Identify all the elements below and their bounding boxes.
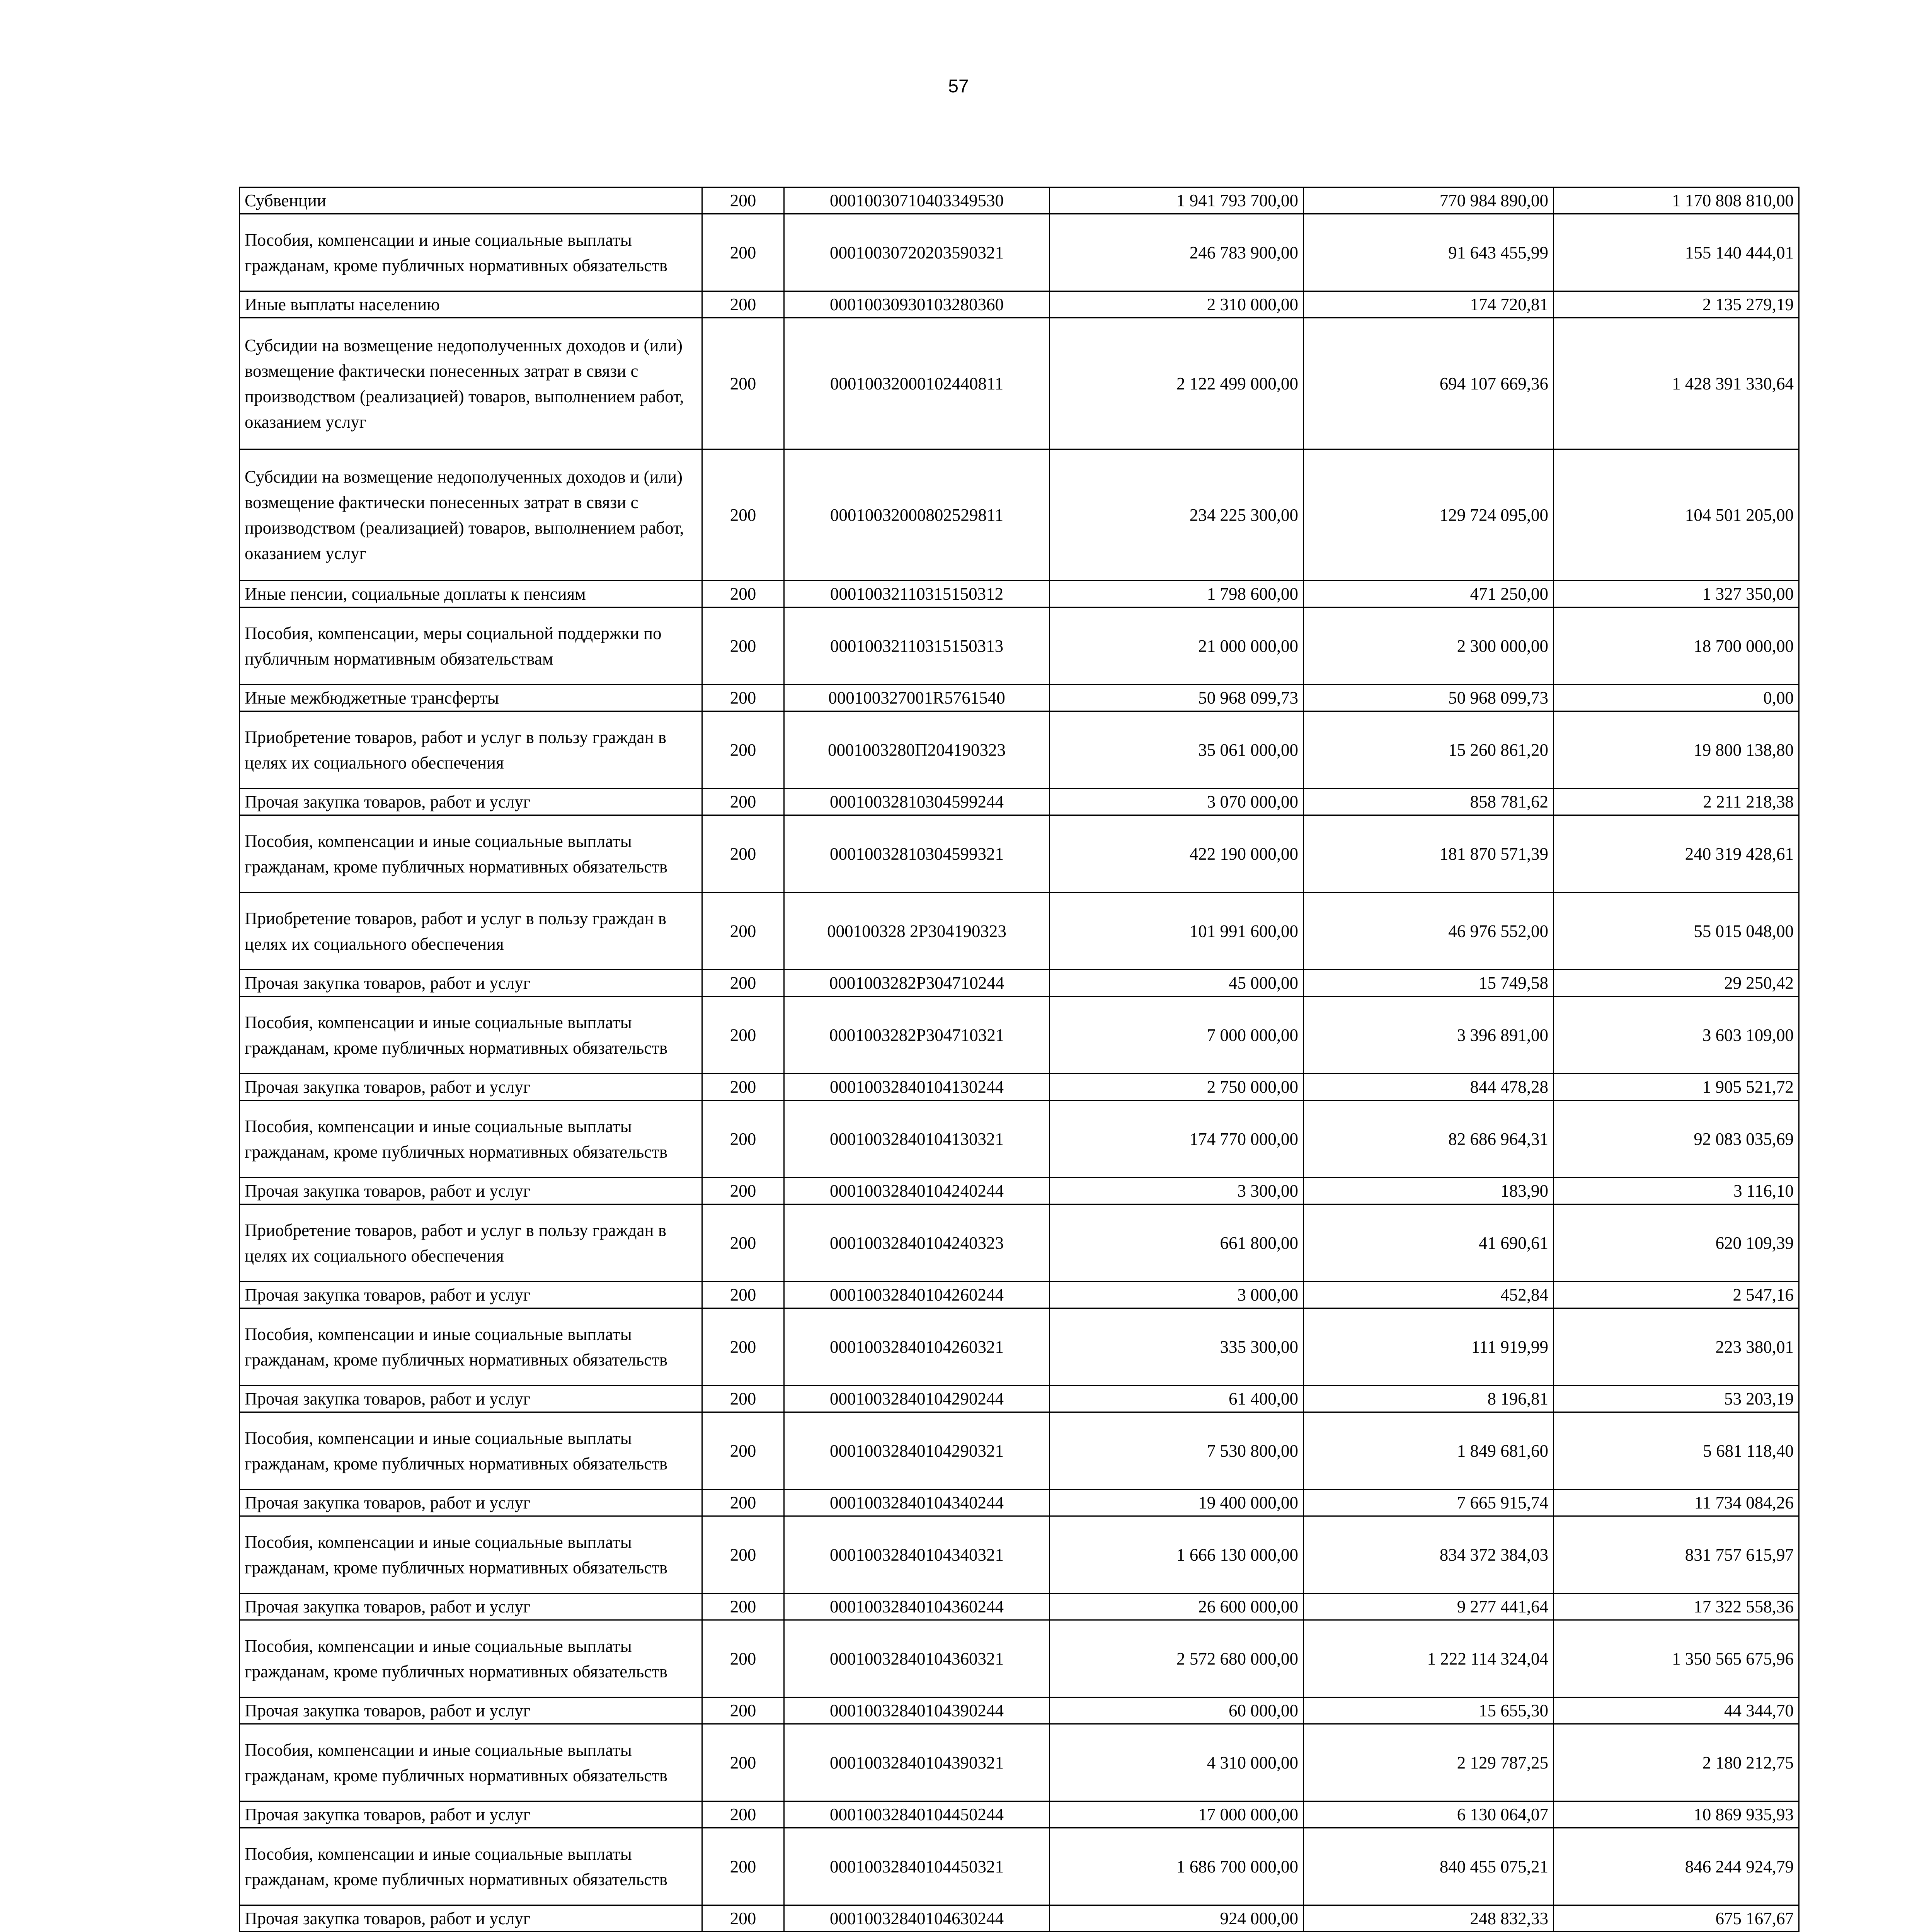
row-kbk-cell: 00010032840104630244 [784, 1905, 1050, 1932]
row-executed-cell: 3 396 891,00 [1304, 997, 1554, 1074]
row-executed-cell: 1 222 114 324,04 [1304, 1620, 1554, 1697]
row-name-cell: Иные выплаты населению [240, 291, 702, 318]
row-remaining-cell: 17 322 558,36 [1554, 1594, 1799, 1620]
row-code-cell: 200 [702, 1594, 784, 1620]
row-approved-cell: 26 600 000,00 [1050, 1594, 1304, 1620]
row-executed-cell: 1 849 681,60 [1304, 1412, 1554, 1490]
row-kbk-cell: 000100327001R5761540 [784, 685, 1050, 711]
row-approved-cell: 21 000 000,00 [1050, 607, 1304, 685]
row-code-cell: 200 [702, 1490, 784, 1516]
row-code-cell: 200 [702, 1905, 784, 1932]
table-row [240, 1724, 1799, 1801]
row-approved-cell: 7 530 800,00 [1050, 1412, 1304, 1490]
row-kbk-cell: 00010032000102440811 [784, 318, 1050, 449]
row-approved-cell: 174 770 000,00 [1050, 1100, 1304, 1178]
row-approved-cell: 1 686 700 000,00 [1050, 1828, 1304, 1905]
row-approved-cell: 2 310 000,00 [1050, 291, 1304, 318]
row-remaining-cell: 11 734 084,26 [1554, 1490, 1799, 1516]
table-row [240, 1828, 1799, 1905]
row-code-cell: 200 [702, 1412, 784, 1490]
row-name-cell: Прочая закупка товаров, работ и услуг [240, 970, 702, 997]
row-kbk-cell: 00010032000802529811 [784, 449, 1050, 581]
row-remaining-cell: 1 428 391 330,64 [1554, 318, 1799, 449]
row-name-cell: Прочая закупка товаров, работ и услуг [240, 1386, 702, 1412]
row-kbk-cell: 00010032840104290244 [784, 1386, 1050, 1412]
row-kbk-cell: 00010032840104260321 [784, 1308, 1050, 1386]
table-row [240, 997, 1799, 1074]
row-approved-cell: 4 310 000,00 [1050, 1724, 1304, 1801]
row-executed-cell: 770 984 890,00 [1304, 187, 1554, 214]
row-executed-cell: 174 720,81 [1304, 291, 1554, 318]
budget-execution-table [239, 187, 1800, 1932]
row-kbk-cell: 00010032110315150312 [784, 581, 1050, 607]
row-code-cell: 200 [702, 214, 784, 291]
row-remaining-cell: 675 167,67 [1554, 1905, 1799, 1932]
row-approved-cell: 101 991 600,00 [1050, 893, 1304, 970]
row-name-cell: Прочая закупка товаров, работ и услуг [240, 1490, 702, 1516]
row-name-cell: Пособия, компенсации и иные социальные выплаты гражданам, кроме публичных нормативных обязательств [240, 1620, 702, 1697]
row-code-cell: 200 [702, 1100, 784, 1178]
row-executed-cell: 46 976 552,00 [1304, 893, 1554, 970]
table-row [240, 1178, 1799, 1204]
row-remaining-cell: 2 135 279,19 [1554, 291, 1799, 318]
row-name-cell: Прочая закупка товаров, работ и услуг [240, 1074, 702, 1100]
table-row [240, 711, 1799, 789]
row-executed-cell: 50 968 099,73 [1304, 685, 1554, 711]
page-number: 57 [948, 76, 969, 97]
row-code-cell: 200 [702, 1516, 784, 1594]
row-name-cell: Субсидии на возмещение недополученных доходов и (или) возмещение фактически понесенных затрат в связи с производством (реализацией) товаров, выполнением работ, оказанием услуг [240, 318, 702, 449]
table-row [240, 789, 1799, 815]
row-kbk-cell: 00010032840104290321 [784, 1412, 1050, 1490]
row-remaining-cell: 620 109,39 [1554, 1204, 1799, 1282]
row-executed-cell: 181 870 571,39 [1304, 815, 1554, 893]
row-approved-cell: 60 000,00 [1050, 1697, 1304, 1724]
row-approved-cell: 1 798 600,00 [1050, 581, 1304, 607]
table-row [240, 1490, 1799, 1516]
row-kbk-cell: 00010032840104130244 [784, 1074, 1050, 1100]
row-executed-cell: 858 781,62 [1304, 789, 1554, 815]
row-kbk-cell: 0001003282P304710244 [784, 970, 1050, 997]
row-executed-cell: 840 455 075,21 [1304, 1828, 1554, 1905]
row-name-cell: Пособия, компенсации и иные социальные выплаты гражданам, кроме публичных нормативных обязательств [240, 1412, 702, 1490]
row-code-cell: 200 [702, 607, 784, 685]
table-row [240, 685, 1799, 711]
row-kbk-cell: 000100328 2P304190323 [784, 893, 1050, 970]
row-remaining-cell: 240 319 428,61 [1554, 815, 1799, 893]
row-name-cell: Прочая закупка товаров, работ и услуг [240, 1801, 702, 1828]
row-approved-cell: 422 190 000,00 [1050, 815, 1304, 893]
row-approved-cell: 335 300,00 [1050, 1308, 1304, 1386]
row-approved-cell: 3 000,00 [1050, 1282, 1304, 1308]
row-name-cell: Прочая закупка товаров, работ и услуг [240, 1282, 702, 1308]
row-code-cell: 200 [702, 1620, 784, 1697]
row-remaining-cell: 44 344,70 [1554, 1697, 1799, 1724]
row-name-cell: Иные межбюджетные трансферты [240, 685, 702, 711]
table-row [240, 1282, 1799, 1308]
row-code-cell: 200 [702, 815, 784, 893]
row-approved-cell: 19 400 000,00 [1050, 1490, 1304, 1516]
row-kbk-cell: 00010032840104450244 [784, 1801, 1050, 1828]
row-kbk-cell: 00010032840104130321 [784, 1100, 1050, 1178]
row-code-cell: 200 [702, 1282, 784, 1308]
table-row [240, 1308, 1799, 1386]
row-approved-cell: 45 000,00 [1050, 970, 1304, 997]
table-row [240, 1100, 1799, 1178]
row-remaining-cell: 1 905 521,72 [1554, 1074, 1799, 1100]
row-remaining-cell: 2 211 218,38 [1554, 789, 1799, 815]
row-name-cell: Пособия, компенсации и иные социальные выплаты гражданам, кроме публичных нормативных обязательств [240, 997, 702, 1074]
row-executed-cell: 471 250,00 [1304, 581, 1554, 607]
row-approved-cell: 3 070 000,00 [1050, 789, 1304, 815]
row-kbk-cell: 0001003280П204190323 [784, 711, 1050, 789]
row-name-cell: Прочая закупка товаров, работ и услуг [240, 1697, 702, 1724]
table-row [240, 214, 1799, 291]
row-approved-cell: 17 000 000,00 [1050, 1801, 1304, 1828]
row-executed-cell: 82 686 964,31 [1304, 1100, 1554, 1178]
row-approved-cell: 7 000 000,00 [1050, 997, 1304, 1074]
row-remaining-cell: 53 203,19 [1554, 1386, 1799, 1412]
table-row [240, 449, 1799, 581]
row-executed-cell: 694 107 669,36 [1304, 318, 1554, 449]
table-row [240, 893, 1799, 970]
row-approved-cell: 2 572 680 000,00 [1050, 1620, 1304, 1697]
row-kbk-cell: 0001003282P304710321 [784, 997, 1050, 1074]
row-name-cell: Иные пенсии, социальные доплаты к пенсиям [240, 581, 702, 607]
row-executed-cell: 248 832,33 [1304, 1905, 1554, 1932]
row-remaining-cell: 92 083 035,69 [1554, 1100, 1799, 1178]
row-executed-cell: 7 665 915,74 [1304, 1490, 1554, 1516]
row-name-cell: Пособия, компенсации и иные социальные выплаты гражданам, кроме публичных нормативных обязательств [240, 214, 702, 291]
row-remaining-cell: 19 800 138,80 [1554, 711, 1799, 789]
row-executed-cell: 6 130 064,07 [1304, 1801, 1554, 1828]
row-remaining-cell: 104 501 205,00 [1554, 449, 1799, 581]
row-name-cell: Приобретение товаров, работ и услуг в пользу граждан в целях их социального обеспечения [240, 1204, 702, 1282]
row-executed-cell: 452,84 [1304, 1282, 1554, 1308]
table-row [240, 1697, 1799, 1724]
row-approved-cell: 924 000,00 [1050, 1905, 1304, 1932]
row-approved-cell: 661 800,00 [1050, 1204, 1304, 1282]
row-name-cell: Пособия, компенсации и иные социальные выплаты гражданам, кроме публичных нормативных обязательств [240, 1308, 702, 1386]
row-approved-cell: 1 666 130 000,00 [1050, 1516, 1304, 1594]
table-row [240, 1074, 1799, 1100]
row-code-cell: 200 [702, 1724, 784, 1801]
row-remaining-cell: 831 757 615,97 [1554, 1516, 1799, 1594]
row-remaining-cell: 18 700 000,00 [1554, 607, 1799, 685]
row-remaining-cell: 155 140 444,01 [1554, 214, 1799, 291]
row-code-cell: 200 [702, 1178, 784, 1204]
table-row [240, 1594, 1799, 1620]
table-row [240, 581, 1799, 607]
row-remaining-cell: 10 869 935,93 [1554, 1801, 1799, 1828]
row-approved-cell: 246 783 900,00 [1050, 214, 1304, 291]
row-executed-cell: 91 643 455,99 [1304, 214, 1554, 291]
row-code-cell: 200 [702, 1697, 784, 1724]
row-executed-cell: 8 196,81 [1304, 1386, 1554, 1412]
row-code-cell: 200 [702, 187, 784, 214]
row-kbk-cell: 00010032840104450321 [784, 1828, 1050, 1905]
row-executed-cell: 111 919,99 [1304, 1308, 1554, 1386]
table-row [240, 1204, 1799, 1282]
table-row [240, 1386, 1799, 1412]
row-executed-cell: 41 690,61 [1304, 1204, 1554, 1282]
row-kbk-cell: 00010030930103280360 [784, 291, 1050, 318]
table-row [240, 291, 1799, 318]
row-kbk-cell: 00010030710403349530 [784, 187, 1050, 214]
row-name-cell: Прочая закупка товаров, работ и услуг [240, 1178, 702, 1204]
row-code-cell: 200 [702, 1386, 784, 1412]
row-code-cell: 200 [702, 581, 784, 607]
row-remaining-cell: 3 603 109,00 [1554, 997, 1799, 1074]
row-code-cell: 200 [702, 970, 784, 997]
row-remaining-cell: 2 180 212,75 [1554, 1724, 1799, 1801]
row-approved-cell: 2 750 000,00 [1050, 1074, 1304, 1100]
table-row [240, 815, 1799, 893]
row-executed-cell: 15 260 861,20 [1304, 711, 1554, 789]
row-remaining-cell: 3 116,10 [1554, 1178, 1799, 1204]
row-approved-cell: 234 225 300,00 [1050, 449, 1304, 581]
row-kbk-cell: 00010032840104240244 [784, 1178, 1050, 1204]
row-remaining-cell: 29 250,42 [1554, 970, 1799, 997]
row-name-cell: Прочая закупка товаров, работ и услуг [240, 1594, 702, 1620]
row-remaining-cell: 223 380,01 [1554, 1308, 1799, 1386]
row-remaining-cell: 5 681 118,40 [1554, 1412, 1799, 1490]
row-kbk-cell: 00010032840104340321 [784, 1516, 1050, 1594]
table-row [240, 1516, 1799, 1594]
row-code-cell: 200 [702, 685, 784, 711]
row-approved-cell: 3 300,00 [1050, 1178, 1304, 1204]
row-kbk-cell: 00010032110315150313 [784, 607, 1050, 685]
row-code-cell: 200 [702, 1074, 784, 1100]
row-kbk-cell: 00010032840104360244 [784, 1594, 1050, 1620]
row-code-cell: 200 [702, 711, 784, 789]
row-executed-cell: 129 724 095,00 [1304, 449, 1554, 581]
row-executed-cell: 183,90 [1304, 1178, 1554, 1204]
row-executed-cell: 844 478,28 [1304, 1074, 1554, 1100]
row-remaining-cell: 1 327 350,00 [1554, 581, 1799, 607]
row-remaining-cell: 1 170 808 810,00 [1554, 187, 1799, 214]
row-kbk-cell: 00010032810304599244 [784, 789, 1050, 815]
row-code-cell: 200 [702, 291, 784, 318]
row-kbk-cell: 00010032840104240323 [784, 1204, 1050, 1282]
row-executed-cell: 15 749,58 [1304, 970, 1554, 997]
row-remaining-cell: 55 015 048,00 [1554, 893, 1799, 970]
row-name-cell: Приобретение товаров, работ и услуг в пользу граждан в целях их социального обеспечения [240, 711, 702, 789]
row-code-cell: 200 [702, 318, 784, 449]
row-remaining-cell: 2 547,16 [1554, 1282, 1799, 1308]
row-approved-cell: 61 400,00 [1050, 1386, 1304, 1412]
table-row [240, 970, 1799, 997]
row-name-cell: Пособия, компенсации и иные социальные выплаты гражданам, кроме публичных нормативных обязательств [240, 1100, 702, 1178]
row-approved-cell: 50 968 099,73 [1050, 685, 1304, 711]
row-remaining-cell: 846 244 924,79 [1554, 1828, 1799, 1905]
table-row [240, 187, 1799, 214]
row-remaining-cell: 0,00 [1554, 685, 1799, 711]
row-name-cell: Приобретение товаров, работ и услуг в пользу граждан в целях их социального обеспечения [240, 893, 702, 970]
row-approved-cell: 2 122 499 000,00 [1050, 318, 1304, 449]
row-executed-cell: 15 655,30 [1304, 1697, 1554, 1724]
row-name-cell: Прочая закупка товаров, работ и услуг [240, 1905, 702, 1932]
row-kbk-cell: 00010032840104390321 [784, 1724, 1050, 1801]
row-kbk-cell: 00010032840104390244 [784, 1697, 1050, 1724]
row-code-cell: 200 [702, 997, 784, 1074]
row-executed-cell: 834 372 384,03 [1304, 1516, 1554, 1594]
row-executed-cell: 2 129 787,25 [1304, 1724, 1554, 1801]
row-code-cell: 200 [702, 449, 784, 581]
row-name-cell: Субсидии на возмещение недополученных доходов и (или) возмещение фактически понесенных затрат в связи с производством (реализацией) товаров, выполнением работ, оказанием услуг [240, 449, 702, 581]
table-row [240, 607, 1799, 685]
row-kbk-cell: 00010032840104260244 [784, 1282, 1050, 1308]
table-row [240, 1412, 1799, 1490]
row-name-cell: Пособия, компенсации и иные социальные выплаты гражданам, кроме публичных нормативных обязательств [240, 1724, 702, 1801]
row-name-cell: Пособия, компенсации, меры социальной поддержки по публичным нормативным обязательствам [240, 607, 702, 685]
row-code-cell: 200 [702, 1801, 784, 1828]
row-code-cell: 200 [702, 1204, 784, 1282]
row-name-cell: Прочая закупка товаров, работ и услуг [240, 789, 702, 815]
row-name-cell: Пособия, компенсации и иные социальные выплаты гражданам, кроме публичных нормативных обязательств [240, 1516, 702, 1594]
table-row [240, 1801, 1799, 1828]
row-name-cell: Пособия, компенсации и иные социальные выплаты гражданам, кроме публичных нормативных обязательств [240, 1828, 702, 1905]
row-executed-cell: 9 277 441,64 [1304, 1594, 1554, 1620]
table-row [240, 318, 1799, 449]
row-code-cell: 200 [702, 1828, 784, 1905]
row-remaining-cell: 1 350 565 675,96 [1554, 1620, 1799, 1697]
row-name-cell: Субвенции [240, 187, 702, 214]
row-name-cell: Пособия, компенсации и иные социальные выплаты гражданам, кроме публичных нормативных обязательств [240, 815, 702, 893]
row-kbk-cell: 00010032840104340244 [784, 1490, 1050, 1516]
row-approved-cell: 35 061 000,00 [1050, 711, 1304, 789]
row-kbk-cell: 00010032810304599321 [784, 815, 1050, 893]
row-code-cell: 200 [702, 893, 784, 970]
row-code-cell: 200 [702, 789, 784, 815]
row-executed-cell: 2 300 000,00 [1304, 607, 1554, 685]
table-row [240, 1620, 1799, 1697]
row-kbk-cell: 00010032840104360321 [784, 1620, 1050, 1697]
row-code-cell: 200 [702, 1308, 784, 1386]
row-approved-cell: 1 941 793 700,00 [1050, 187, 1304, 214]
table-row [240, 1905, 1799, 1932]
row-kbk-cell: 00010030720203590321 [784, 214, 1050, 291]
